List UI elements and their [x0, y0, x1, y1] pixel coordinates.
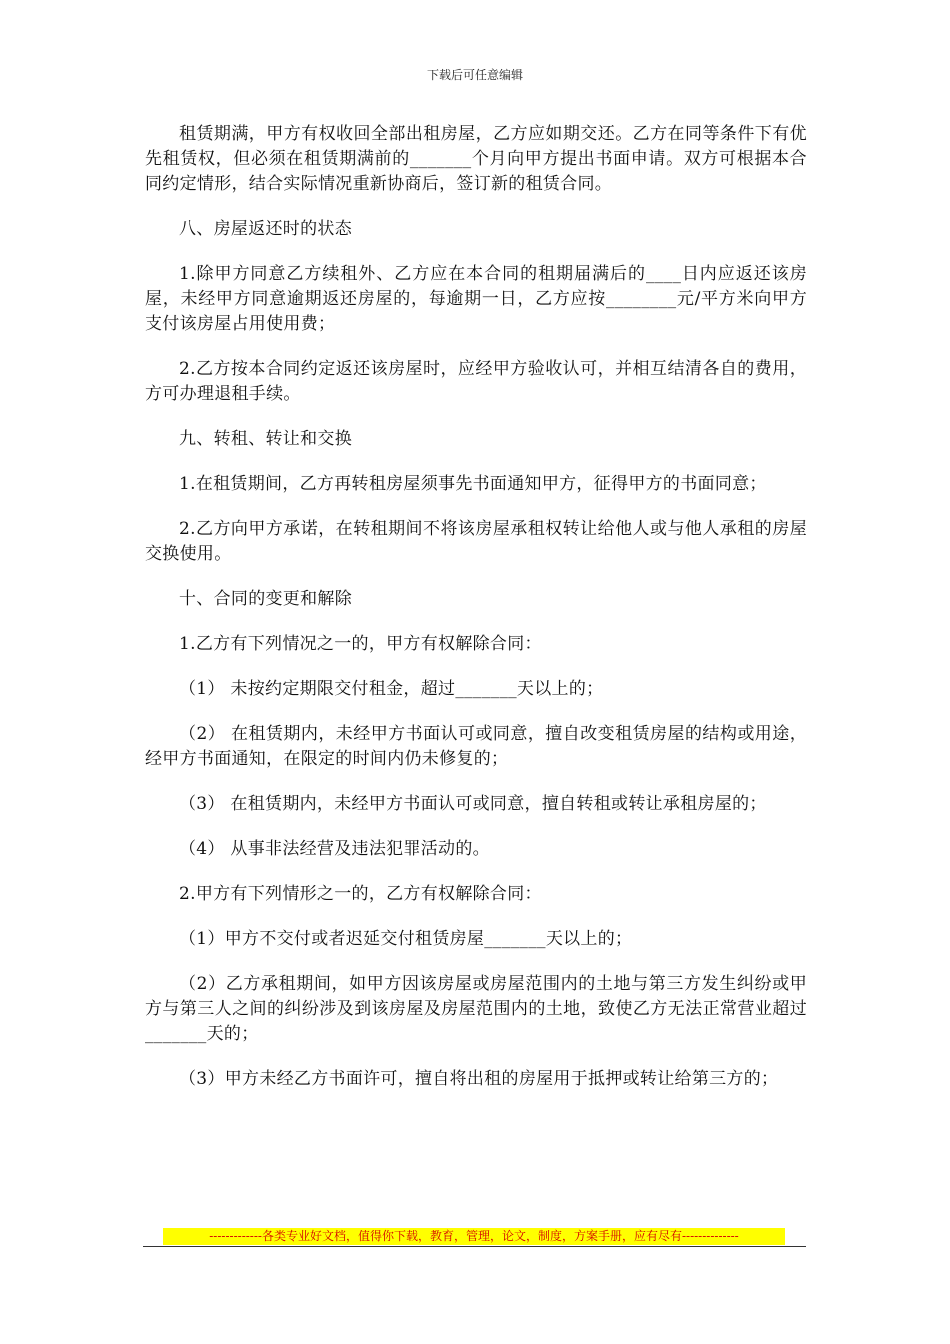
paragraph-8-2: 2.乙方按本合同约定返还该房屋时，应经甲方验收认可，并相互结清各自的费用，方可办理退租手续。	[145, 359, 807, 404]
section-heading-8: 八、房屋返还时的状态	[179, 219, 352, 239]
paragraph-8-1: 1.除甲方同意乙方续租外、乙方应在本合同的租期届满后的____日内应返还该房屋，未经甲方同意逾期返还房屋的，每逾期一日，乙方应按________元/平方米向甲方支付该房屋占用使用费；	[145, 264, 807, 334]
footer-banner: -------------各类专业好文档，值得你下载，教育，管理，论文，制度，方案手册，应有尽有--------------	[163, 1228, 785, 1245]
clause-10-1-2: （2） 在租赁期内，未经甲方书面认可或同意，擅自改变租赁房屋的结构或用途，经甲方书面通知，在限定的时间内仍未修复的；	[145, 724, 807, 769]
paragraph-10-2: 2.甲方有下列情形之一的，乙方有权解除合同：	[179, 884, 542, 904]
page-header-note: 下载后可任意编辑	[426, 68, 523, 82]
paragraph-9-2: 2.乙方向甲方承诺，在转租期间不将该房屋承租权转让给他人或与他人承租的房屋交换使用。	[145, 519, 807, 564]
clause-10-2-3: （3）甲方未经乙方书面许可，擅自将出租的房屋用于抵押或转让给第三方的；	[179, 1069, 779, 1089]
section-heading-9: 九、转租、转让和交换	[179, 429, 352, 449]
clause-10-1-3: （3） 在租赁期内，未经甲方书面认可或同意，擅自转租或转让承租房屋的；	[179, 794, 767, 814]
footer-divider	[143, 1246, 806, 1247]
paragraph-9-1: 1.在租赁期间，乙方再转租房屋须事先书面通知甲方，征得甲方的书面同意；	[179, 474, 767, 494]
clause-10-2-1: （1）甲方不交付或者迟延交付租赁房屋_______天以上的；	[179, 929, 633, 949]
paragraph-lease-expiry: 租赁期满，甲方有权收回全部出租房屋，乙方应如期交还。乙方在同等条件下有优先租赁权，但必须在租赁期满前的_______个月向甲方提出书面申请。双方可根据本合同约定情形，结合实际情况重新协商后，签订新的租赁合同。	[145, 124, 807, 194]
section-heading-10: 十、合同的变更和解除	[179, 589, 352, 609]
clause-10-1-4: （4） 从事非法经营及违法犯罪活动的。	[179, 839, 490, 859]
document-body	[145, 122, 807, 1112]
clause-10-1-1: （1） 未按约定期限交付租金，超过_______天以上的；	[179, 679, 604, 699]
paragraph-10-1: 1.乙方有下列情况之一的，甲方有权解除合同：	[179, 634, 542, 654]
clause-10-2-2: （2）乙方承租期间，如甲方因该房屋或房屋范围内的土地与第三方发生纠纷或甲方与第三人之间的纠纷涉及到该房屋及房屋范围内的土地，致使乙方无法正常营业超过_______天的；	[145, 974, 807, 1044]
